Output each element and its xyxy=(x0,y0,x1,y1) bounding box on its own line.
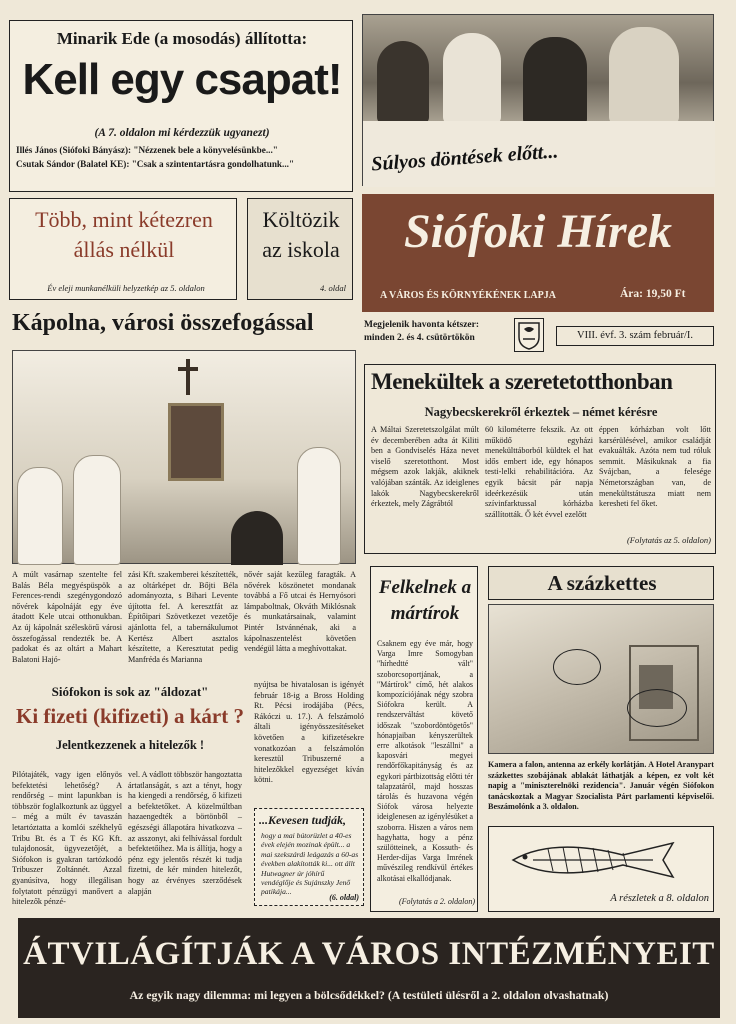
szazkettes-caption: Kamera a falon, antenna az erkély korlátján. A Hotel Aranypart százkettes szobájának ablakát láthatják a képen, ez volt két napig a "miniszterelnöki rezidencia". Január végén Siófokon tanácskoztak a Magyar Szocialista Párt parlamenti képviselői. Beszámolónk a 3. oldalon. xyxy=(488,760,714,812)
refugees-col-2: 60 kilométerre fekszik. Az ott működő egyházi menekülttáborból küldtek el hat idős embert ide, egy hónapos testi-lelki rehabilitációra. Az egyik bácsit pár napja ideérkezésük után szívinfarktussal kórházba szállították. Ő két évvel ezelőtt xyxy=(485,425,593,519)
masthead-tagline: A VÁROS ÉS KÖRNYÉKÉNEK LAPJA xyxy=(380,290,556,301)
masthead xyxy=(362,194,714,312)
school-headline: Költözik az iskola xyxy=(262,207,340,262)
victim-subhead: Jelentkezzenek a hitelezők ! xyxy=(55,738,205,752)
chapel-col-2: zási Kft. szakemberei készítették, az oltárképet dr. Bőjti Béla adományozta, s Bihari Levente újította fel. A keresztfát az Építőipari Szövetkezet vezetője ajánlotta fel, a tabernákulumot Kertész Albert asztalos készítette, a Keresztutat pedig Manfréda és Marianna xyxy=(128,570,238,664)
priest-left xyxy=(17,467,63,565)
refugees-box xyxy=(364,364,716,554)
masthead-title: Siófoki Hírek xyxy=(403,205,672,258)
victim-col-2: vel. A vádlott többször hangoztatta ártatlanságát, s azt a tényt, hogy ha kiengedi a rendőrség, ő kifizeti a befektetőket. A közelmúltban hazaengedték a börtönből – egészségi állapotára hivatkozva – az asszonyt, aki felhívással fordult befektetőihez. Ma is állítja, hogy a pénz egy jelentős részét ki tudja fizetni, de kér minden hitelezőt, hogy az érvényes szerződések alapján xyxy=(128,770,242,896)
chapel-col-3: nővér saját kezűleg faragták. A nővérek köszönetet mondanak továbbá a Fő utcai és Hernyósori lámpaboltnak, Okváth Miklósnak és munkatársainak, valamint Pintér Istvánnénak, aki a kápolnaszentelést követően vendégül látta a meghívottakat. xyxy=(244,570,356,654)
refugees-subhead: Nagybecskerekről érkeztek – német kérésre xyxy=(424,405,658,419)
victim-headline: Ki fizeti (kifizeti) a kárt ? xyxy=(15,704,244,728)
chapel-photo xyxy=(12,350,356,564)
person-4 xyxy=(609,27,679,125)
person-right xyxy=(297,447,341,565)
quote-2: Csutak Sándor (Balatel KE): "Csak a szintentartásra gondolhatunk..." xyxy=(16,159,295,169)
school-note: 4. oldal xyxy=(320,283,346,293)
headline: Kell egy csapat! xyxy=(22,55,342,104)
chapel-headline: Kápolna, városi összefogással xyxy=(12,310,314,336)
victim-col-1: Pilótajáték, vagy igen előnyös befektetési lehetőség? A rendőrség – mint lapunkban is többször foglalkoztunk az üggyel – még a múlt év tavaszán letartóztatta a komlói székhelyű Tribu Bt. és a T és KG Kft. tulajdonosát, ügyvezetőjét, a Siófokon is gyakran tartózkodó Tribuszer Zoltánnét. Azzal gyanúsítva, hogy illegálisan folytatott pénzügyi manővert a hitelezők pénzé- xyxy=(12,770,122,907)
fish-box xyxy=(488,826,714,912)
martyrs-cont: (Folytatás a 2. oldalon) xyxy=(399,897,475,906)
coat-of-arms-icon xyxy=(514,318,544,352)
altar-painting xyxy=(168,403,224,481)
refugees-cont: (Folytatás az 5. oldalon) xyxy=(626,535,711,545)
person-1 xyxy=(377,41,429,125)
quote-title: ...Kevesen tudják, xyxy=(259,813,346,827)
issue-number: VIII. évf. 3. szám február/I. xyxy=(556,326,714,346)
school-box xyxy=(247,198,353,300)
quote-body: hogy a mai bútorüzlet a 40-es évek elején mozinak épült... a mai szekszárdi leágazás a 60-as években alakították ki... ott állt Hutwagner úr jóhírű vendéglője és Sujánszky Jenő patikája... xyxy=(261,831,359,897)
jobless-headline: Több, mint kétezren állás nélkül xyxy=(35,207,213,262)
top-left-box xyxy=(9,20,353,192)
schedule-line-2: minden 2. és 4. csütörtökön xyxy=(364,333,475,343)
chapel-col-1: A múlt vasárnap szentelte fel Balás Béla megyéspüspök a Ferences-rendi szegénygondozó nővérek kápolnáját egy éve átadott Kele utcai otthonukban. Az új kápolnát széleskörű városi összefogással rendezték be. A padokat és az oltárt a Mahart Balatoni Hajó- xyxy=(12,570,122,664)
kicker: Minarik Ede (a mosodás) állította: xyxy=(56,29,308,48)
szazkettes-title-box xyxy=(488,566,714,600)
jobless-box xyxy=(9,198,237,300)
quote-ref: (6. oldal) xyxy=(329,893,359,902)
masthead-price: Ára: 19,50 Ft xyxy=(620,288,686,300)
refugees-headline: Menekültek a szeretetotthonban xyxy=(371,369,673,394)
refugees-col-3: éppen kórházban volt lőtt karsérülésével, amikor családját evakuálták. Azóta nem tud róluk semmit. Másikuknak a fia Svájcban, a felesége Németországban van, de menekültstátusza miatt nem keresheti fel őket. xyxy=(599,425,711,509)
photo-caption: Súlyos döntések előtt... xyxy=(370,140,559,176)
victim-kicker: Siófokon is sok az "áldozat" xyxy=(51,684,209,699)
camera-circle xyxy=(553,649,601,685)
victim-box xyxy=(9,676,251,776)
subline: (A 7. oldalon mi kérdezzük ugyanezt) xyxy=(94,127,270,139)
antenna-circle xyxy=(627,689,687,727)
person-3 xyxy=(523,37,587,127)
fish-note: A részletek a 8. oldalon xyxy=(610,893,709,904)
quote-box xyxy=(254,808,364,906)
refugees-col-1: A Máltai Szeretetszolgálat múlt év decemberében adta át Kiliti ben a Gondviselés Háza nevet viselő szeretotthont. Most mégsem azok lakják, akiknek valójában szánták. Az ideiglenes lakók Nagybecskerekről érkeztek, mely Zágrábtól xyxy=(371,425,479,509)
nun xyxy=(231,511,283,565)
hotel-photo xyxy=(488,604,714,754)
martyrs-headline: Felkelnek a mártírok xyxy=(378,577,472,624)
victim-col-3: nyújtsa be hivatalosan is igényét február 18-ig a Bross Holding Rt. Pécsi irodájába (Pécs, Rákóczi u. 17.). A felszámoló általi igényösszesítéseket követően a kifizetésekre vonatkozóan a felszámolón keresztül Tribuszerné a hitelezőkkel egyezséget kíván kötni. xyxy=(254,680,364,785)
quote-1: Illés János (Siófoki Bányász): "Nézzenek bele a könyvelésünkbe..." xyxy=(16,145,278,155)
szazkettes-headline: A százkettes xyxy=(547,571,657,595)
bottom-headline: ÁTVILÁGÍTJÁK A VÁROS INTÉZMÉNYEIT xyxy=(23,936,715,972)
martyrs-body: Csaknem egy éve már, hogy Varga Imre Somogyban "hírhedtté vált" szoborcsoportjának, a "Mártírok" címő, hét alakos kompozíciójának négy szobra Siófokra került. A rendszerváltást követő időszak "szobordöntögetős" hónapjaiban kényszerültek erre alkotások "leszállni" a kaposvári megyei rendőrfőkapitányság és az egykori pártbizottság előtti tér talapzatáról, majd hosszas tárolás és huzavona végén Siófok városa helyezte ideiglenesen az igénylésüket a szoborra. Hiszen a város nem hagyhatta, hogy a pénz szülötteinek, a Kossuth- és Herder-díjas Varga Imrének művészileg rendkívül értékes alkotásai elkallódjanak. xyxy=(377,639,473,883)
jobless-note: Év eleji munkanélküli helyzetkép az 5. oldalon xyxy=(47,283,205,293)
fish-skeleton-icon xyxy=(503,835,693,885)
person-2 xyxy=(443,33,501,125)
priest-2 xyxy=(73,455,121,565)
bottom-subline: Az egyik nagy dilemma: mi legyen a bölcsődékkel? (A testületi ülésről a 2. oldalon olvashatnak) xyxy=(129,988,609,1002)
bottom-banner xyxy=(18,918,720,1018)
meeting-photo xyxy=(362,14,714,186)
cross-icon xyxy=(178,359,198,395)
schedule-line-1: Megjelenik havonta kétszer: xyxy=(364,320,480,330)
martyrs-box xyxy=(370,566,478,912)
